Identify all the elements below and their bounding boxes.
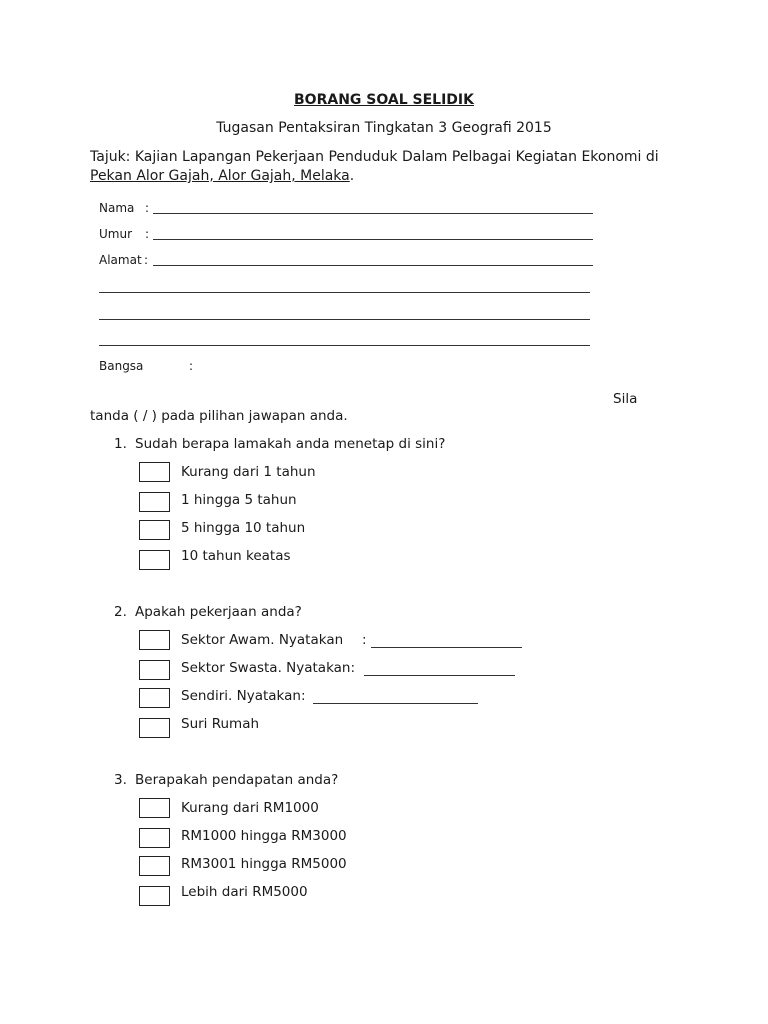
q1-option-2-checkbox[interactable] — [139, 492, 170, 512]
question-1-number: 1. — [114, 436, 127, 452]
form-topic — [90, 148, 670, 186]
alamat-field-line-1[interactable] — [153, 265, 593, 266]
q1-option-1-checkbox[interactable] — [139, 462, 170, 482]
form-title: BORANG SOAL SELIDIK — [294, 92, 474, 108]
umur-field[interactable] — [153, 239, 593, 240]
instruction-text: tanda ( / ) pada pilihan jawapan anda. — [90, 408, 348, 424]
alamat-field-line-3[interactable] — [99, 319, 590, 320]
form-subtitle: Tugasan Pentaksiran Tingkatan 3 Geografi 2015 — [216, 120, 552, 136]
q1-option-4-checkbox[interactable] — [139, 550, 170, 570]
q2-sektor-swasta-field[interactable] — [364, 675, 515, 676]
alamat-field-line-2[interactable] — [99, 292, 590, 293]
q2-sendiri-field[interactable] — [313, 703, 478, 704]
q3-option-1-label: Kurang dari RM1000 — [181, 800, 319, 816]
q2-option-3-label: Sendiri. Nyatakan: — [181, 688, 306, 704]
q2-option-4-checkbox[interactable] — [139, 718, 170, 738]
umur-colon: : — [145, 227, 150, 241]
question-3-text: Berapakah pendapatan anda? — [135, 772, 339, 788]
q2-option-3-checkbox[interactable] — [139, 688, 170, 708]
q3-option-3-checkbox[interactable] — [139, 856, 170, 876]
topic-place: Pekan Alor Gajah, Alor Gajah, Melaka — [90, 168, 350, 184]
q3-option-2-label: RM1000 hingga RM3000 — [181, 828, 347, 844]
bangsa-colon: : — [189, 359, 194, 373]
q3-option-2-checkbox[interactable] — [139, 828, 170, 848]
question-3-number: 3. — [114, 772, 127, 788]
q2-option-2-label: Sektor Swasta. Nyatakan: — [181, 660, 356, 676]
bangsa-label: Bangsa — [99, 359, 144, 373]
topic-suffix: . — [349, 168, 355, 184]
nama-field[interactable] — [153, 213, 593, 214]
question-2-number: 2. — [114, 604, 127, 620]
q3-option-4-label: Lebih dari RM5000 — [181, 884, 308, 900]
q3-option-4-checkbox[interactable] — [139, 886, 170, 906]
alamat-colon: : — [144, 253, 149, 267]
q1-option-3-label: 5 hingga 10 tahun — [181, 520, 306, 536]
q1-option-1-label: Kurang dari 1 tahun — [181, 464, 316, 480]
nama-colon: : — [145, 201, 150, 215]
alamat-field-line-4[interactable] — [99, 345, 590, 346]
q3-option-1-checkbox[interactable] — [139, 798, 170, 818]
instruction-sila: Sila — [613, 391, 638, 407]
q2-option-1-colon: : — [362, 632, 367, 648]
q2-option-2-checkbox[interactable] — [139, 660, 170, 680]
question-2-text: Apakah pekerjaan anda? — [135, 604, 302, 620]
question-1-text: Sudah berapa lamakah anda menetap di sini? — [135, 436, 446, 452]
q1-option-2-label: 1 hingga 5 tahun — [181, 492, 297, 508]
q2-option-4-label: Suri Rumah — [181, 716, 260, 732]
q2-option-1-checkbox[interactable] — [139, 630, 170, 650]
nama-label: Nama — [99, 201, 135, 215]
q1-option-4-label: 10 tahun keatas — [181, 548, 291, 564]
q2-option-1-label: Sektor Awam. Nyatakan — [181, 632, 344, 648]
q3-option-3-label: RM3001 hingga RM5000 — [181, 856, 347, 872]
topic-prefix: Tajuk: Kajian Lapangan Pekerjaan Penduduk Dalam Pelbagai Kegiatan Ekonomi di — [90, 149, 659, 165]
umur-label: Umur — [99, 227, 133, 241]
q2-sektor-awam-field[interactable] — [371, 647, 522, 648]
q1-option-3-checkbox[interactable] — [139, 520, 170, 540]
alamat-label: Alamat — [99, 253, 142, 267]
